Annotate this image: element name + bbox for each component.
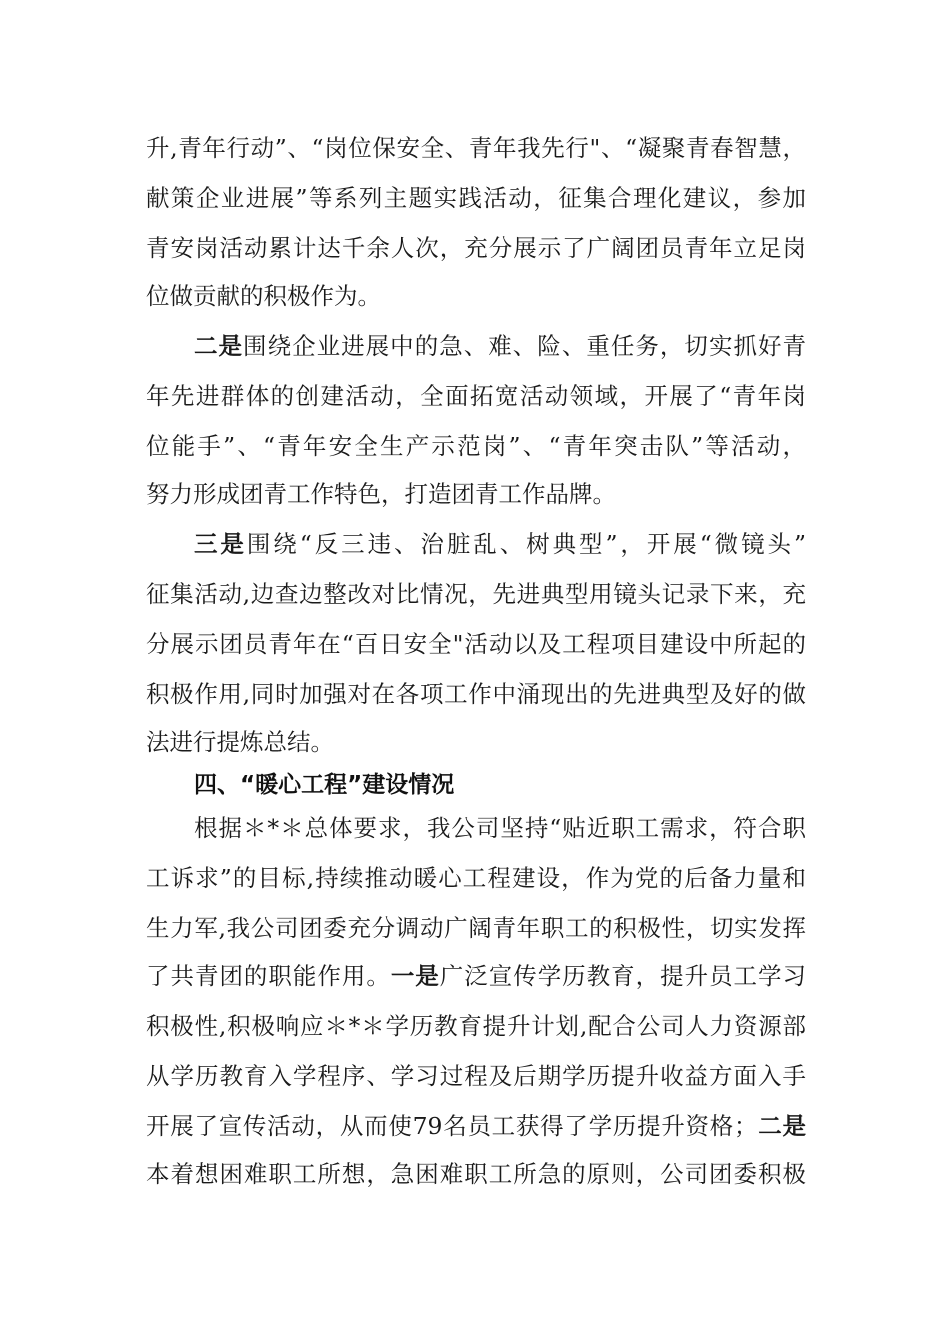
paragraph-line: [146, 624, 806, 664]
paragraph-line: [146, 276, 806, 316]
paragraph-lead: 二是: [194, 332, 244, 360]
paragraph-line: [146, 128, 806, 168]
line-text: 开展了宣传活动，从而使79名员工获得了学历提升资格；: [146, 1112, 758, 1140]
paragraph-line: [194, 326, 806, 366]
line-text: 青安岗活动累计达千余人次，充分展示了广阔团员青年立足岗: [146, 234, 806, 262]
inline-lead: 一是: [390, 962, 440, 990]
paragraph-line: [146, 426, 806, 466]
line-text: 积极性,积极响应＊*＊学历教育提升计划,配合公司人力资源部: [146, 1012, 806, 1040]
paragraph-line: [146, 228, 806, 268]
paragraph-line: [146, 574, 806, 614]
paragraph-line: [146, 908, 806, 948]
line-text: 分展示团员青年在“百日安全"活动以及工程项目建设中所起的: [146, 630, 806, 658]
paragraph-line: [146, 858, 806, 898]
paragraph-line: [146, 178, 806, 218]
paragraph-line: [146, 1106, 806, 1146]
paragraph-line: [146, 722, 806, 762]
paragraph-line: [146, 1056, 806, 1096]
line-text: 努力形成团青工作特色，打造团青工作品牌。: [146, 480, 616, 508]
line-text: 从学历教育入学程序、学习过程及后期学历提升收益方面入手: [146, 1062, 806, 1090]
paragraph-line: [146, 1006, 806, 1046]
line-text: 积极作用,同时加强对在各项工作中涌现出的先进典型及好的做: [146, 680, 806, 708]
line-text: 法进行提炼总结。: [146, 728, 334, 756]
line-text-tail: 广泛宣传学历教育，提升员工学习: [439, 962, 807, 990]
line-text: 工诉求”的目标,持续推动暖心工程建设，作为党的后备力量和: [146, 864, 806, 892]
line-text: 位能手”、“青年安全生产示范岗”、“青年突击队”等活动，: [146, 432, 806, 460]
paragraph-line: [146, 674, 806, 714]
paragraph-line: [146, 956, 806, 996]
paragraph-line: [194, 808, 806, 848]
line-text: 献策企业进展”等系列主题实践活动，征集合理化建议，参加: [146, 184, 806, 212]
paragraph-line: [146, 376, 806, 416]
line-text: 围绕企业进展中的急、难、险、重任务，切实抓好青: [243, 332, 807, 360]
line-text: 升,青年行动”、“岗位保安全、青年我先行"、“凝聚青春智慧，: [146, 134, 806, 162]
paragraph-line: [146, 474, 806, 514]
section-heading: 四、“暖心工程”建设情况: [194, 772, 455, 798]
line-text: 年先进群体的创建活动，全面拓宽活动领域，开展了“青年岗: [146, 382, 806, 410]
inline-lead: 二是: [757, 1112, 806, 1140]
paragraph-lead: 三是: [194, 530, 247, 558]
line-text: 了共青团的职能作用。: [146, 962, 391, 990]
line-text: 本着想困难职工所想，急困难职工所急的原则，公司团委积极: [146, 1160, 806, 1188]
line-text: 征集活动,边查边整改对比情况，先进典型用镜头记录下来，充: [146, 580, 806, 608]
line-text: 根据＊*＊总体要求，我公司坚持“贴近职工需求，符合职: [194, 814, 806, 842]
line-text: 生力军,我公司团委充分调动广阔青年职工的积极性，切实发挥: [146, 914, 806, 942]
line-text: 位做贡献的积极作为。: [146, 282, 381, 310]
line-text: 围绕“反三违、治脏乱、树典型”，开展“微镜头”: [246, 530, 806, 558]
paragraph-line: [194, 524, 806, 564]
paragraph-line: [146, 1154, 806, 1194]
